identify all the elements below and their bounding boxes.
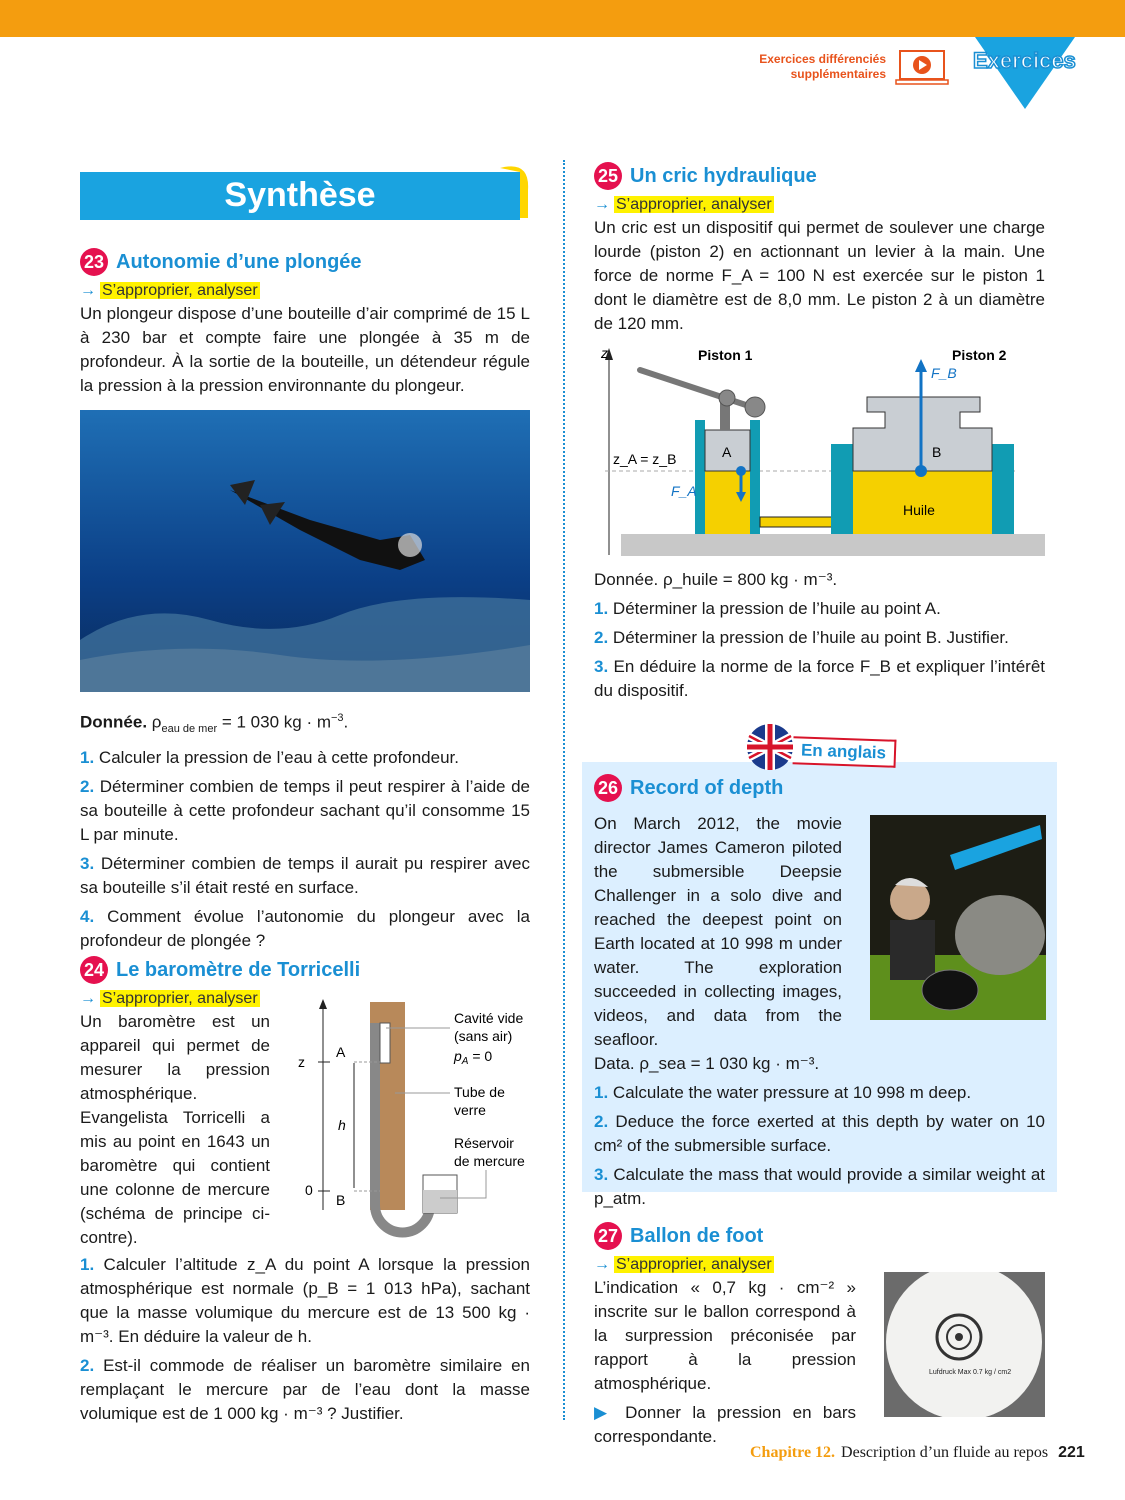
- diver-photo: [80, 410, 530, 692]
- exercise-25-intro: Un cric est un dispositif qui permet de soulever une charge lourde (piston 2) en actionnant un levier à la main. Une force de norme F_A = 100 N est exercée sur le piston 1 dont le diamètre est de 8,0 mm. Le piston 2 à un diamètre de 120 mm.: [594, 218, 1045, 333]
- tube-label: Tube de: [454, 1084, 505, 1100]
- title-text: Record of depth: [630, 776, 784, 799]
- resources-label-2: supplémentaires: [790, 67, 886, 81]
- question: 2. Déterminer combien de temps il peut respirer à l’aide de sa bouteille à cette profondeur sachant qu’il consomme 15 L par minute.: [80, 777, 530, 845]
- zero-label: 0: [305, 1182, 313, 1198]
- point-a-label: A: [336, 1044, 346, 1060]
- exercise-26-title: [594, 774, 1045, 802]
- reservoir-label-2: de mercure: [454, 1153, 525, 1169]
- synthese-title: Synthèse: [224, 176, 376, 214]
- english-tag: En anglais: [793, 736, 897, 768]
- page-footer: [750, 1444, 1085, 1462]
- exercise-24-intro: Un baromètre est un appareil qui permet de mesurer la pression atmosphérique. Evangelista Torricelli a mis au point en 1643 un baromètre qui contient une colonne de mercure (schéma de principe ci-contre).: [80, 1012, 270, 1247]
- exercise-25-data: Donnée. ρ_huile = 800 kg · m⁻³.: [594, 570, 838, 589]
- exercise-23-data: Donnée. $\rho_{eau de mer} = 1$ 030 kg · $m^{-3}$.: [80, 712, 349, 736]
- point-b-label: B: [932, 444, 942, 460]
- skill-tag: → S’approprier, analyser: [80, 990, 258, 1007]
- ball-inscription: Lufdruck Max 0.7 kg / cm2: [929, 1369, 1012, 1376]
- exercise-number: 23: [80, 248, 108, 276]
- question: 1. Calculer l’altitude z_A du point A lorsque la pression atmosphérique est normale (p_B = 1 013 hPa), sachant que la masse volumique du mercure est de 13 500 kg · m⁻³. En déduire la valeur de h.: [80, 1255, 530, 1346]
- chapter-title: Description d’un fluide au repos: [841, 1444, 1049, 1461]
- football-photo: [884, 1272, 1045, 1417]
- reservoir-label: Réservoir: [454, 1135, 514, 1151]
- question: 3. Déterminer combien de temps il aurait pu respirer avec sa bouteille s’il était resté en surface.: [80, 854, 530, 898]
- skill-tag: → S’approprier, analyser: [594, 196, 772, 213]
- resources-label-1: Exercices différenciés: [759, 52, 886, 66]
- question: 4. Comment évolue l’autonomie du plongeur avec la profondeur de plongée ?: [80, 907, 530, 951]
- exercices-label: Exercices: [973, 48, 1076, 73]
- cavity-label: Cavité vide: [454, 1010, 524, 1026]
- exercise-24-title: [80, 956, 530, 984]
- za-zb-label: z_A = z_B: [613, 451, 677, 467]
- question: 1. Calculer la pression de l’eau à cette profondeur.: [80, 748, 459, 768]
- z-axis-label: z: [601, 345, 608, 361]
- exercise-number: 25: [594, 162, 622, 190]
- tube-label-2: verre: [454, 1102, 486, 1118]
- exercise-27-title: [594, 1222, 1045, 1250]
- piston-2-label: Piston 2: [952, 347, 1007, 363]
- question: 1. Calculate the water pressure at 10 998 m deep.: [594, 1083, 972, 1102]
- question: 3. En déduire la norme de la force F_B et expliquer l’intérêt du dispositif.: [594, 657, 1046, 700]
- laptop-play-icon: [894, 48, 950, 86]
- cavity-label-2: (sans air): [454, 1028, 513, 1044]
- question: 2. Deduce the force exerted at this depth by water on 10 cm² of the submersible surface.: [594, 1112, 1045, 1155]
- title-text: Autonomie d’une plongée: [116, 250, 362, 273]
- page-number: 221: [1058, 1444, 1085, 1461]
- title-text: Le baromètre de Torricelli: [116, 958, 361, 981]
- resources-link[interactable]: [740, 48, 950, 86]
- exercise-number: 26: [594, 774, 622, 802]
- exercise-25-title: [594, 162, 1045, 190]
- pa-label: $p_A = 0$: [454, 1048, 493, 1067]
- point-a-label: A: [722, 444, 732, 460]
- h-label: h: [338, 1117, 346, 1133]
- point-b-label: B: [336, 1192, 346, 1208]
- top-color-bar: [0, 0, 1125, 37]
- piston-1-label: Piston 1: [698, 347, 753, 363]
- force-b-label: F_B: [931, 365, 957, 381]
- za-label: z: [298, 1054, 305, 1070]
- title-text: Ballon de foot: [630, 1224, 764, 1247]
- james-cameron-photo: [870, 815, 1046, 1020]
- exercise-27-intro: L’indication « 0,7 kg · cm⁻² » inscrite sur le ballon correspond à la surpression préconisée par rapport à la pression atmosphérique.: [594, 1278, 856, 1393]
- oil-label: Huile: [903, 502, 935, 518]
- skill-tag: → S’approprier, analyser: [80, 282, 258, 299]
- exercise-26-data: Data. ρ_sea = 1 030 kg · m⁻³.: [594, 1054, 820, 1073]
- hydraulic-jack-diagram: [595, 340, 1050, 560]
- question: 2. Est-il commode de réaliser un baromètre similaire en remplaçant le mercure par de l’eau dont la masse volumique est de 1 000 kg · m⁻³ ? Justifier.: [80, 1356, 530, 1423]
- uk-flag-icon: [745, 722, 795, 772]
- chapter-label: Chapitre 12.: [750, 1444, 836, 1461]
- exercise-number: 24: [80, 956, 108, 984]
- skill-tag: → S’approprier, analyser: [594, 1256, 772, 1273]
- torricelli-barometer-diagram: [280, 995, 540, 1245]
- question: 3. Calculate the mass that would provide a similar weight at p_atm.: [594, 1165, 1045, 1208]
- exercise-23-title: [80, 248, 530, 276]
- question: 2. Déterminer la pression de l’huile au point B. Justifier.: [594, 628, 1009, 647]
- exercise-number: 27: [594, 1222, 622, 1250]
- exercise-26-intro: On March 2012, the movie director James Cameron piloted the submersible Deepsie Challenger in a solo dive and reached the deepest point on Earth located at 10 998 m under water. The exploration succeeded in collecting images, videos, and data from the seafloor.: [594, 814, 842, 1049]
- force-a-label: F_A: [671, 483, 697, 499]
- title-text: Un cric hydraulique: [630, 164, 817, 187]
- question: ▶ Donner la pression en bars correspondante.: [594, 1403, 856, 1446]
- column-divider: [563, 160, 565, 1420]
- exercise-23-intro: Un plongeur dispose d’une bouteille d’air comprimé de 15 L à 230 bar et compte faire une plongée à 35 m de profondeur. À la sortie de la bouteille, un détendeur régule la pression à la pression environnante du plongeur.: [80, 304, 530, 395]
- question: 1. Déterminer la pression de l’huile au point A.: [594, 599, 941, 618]
